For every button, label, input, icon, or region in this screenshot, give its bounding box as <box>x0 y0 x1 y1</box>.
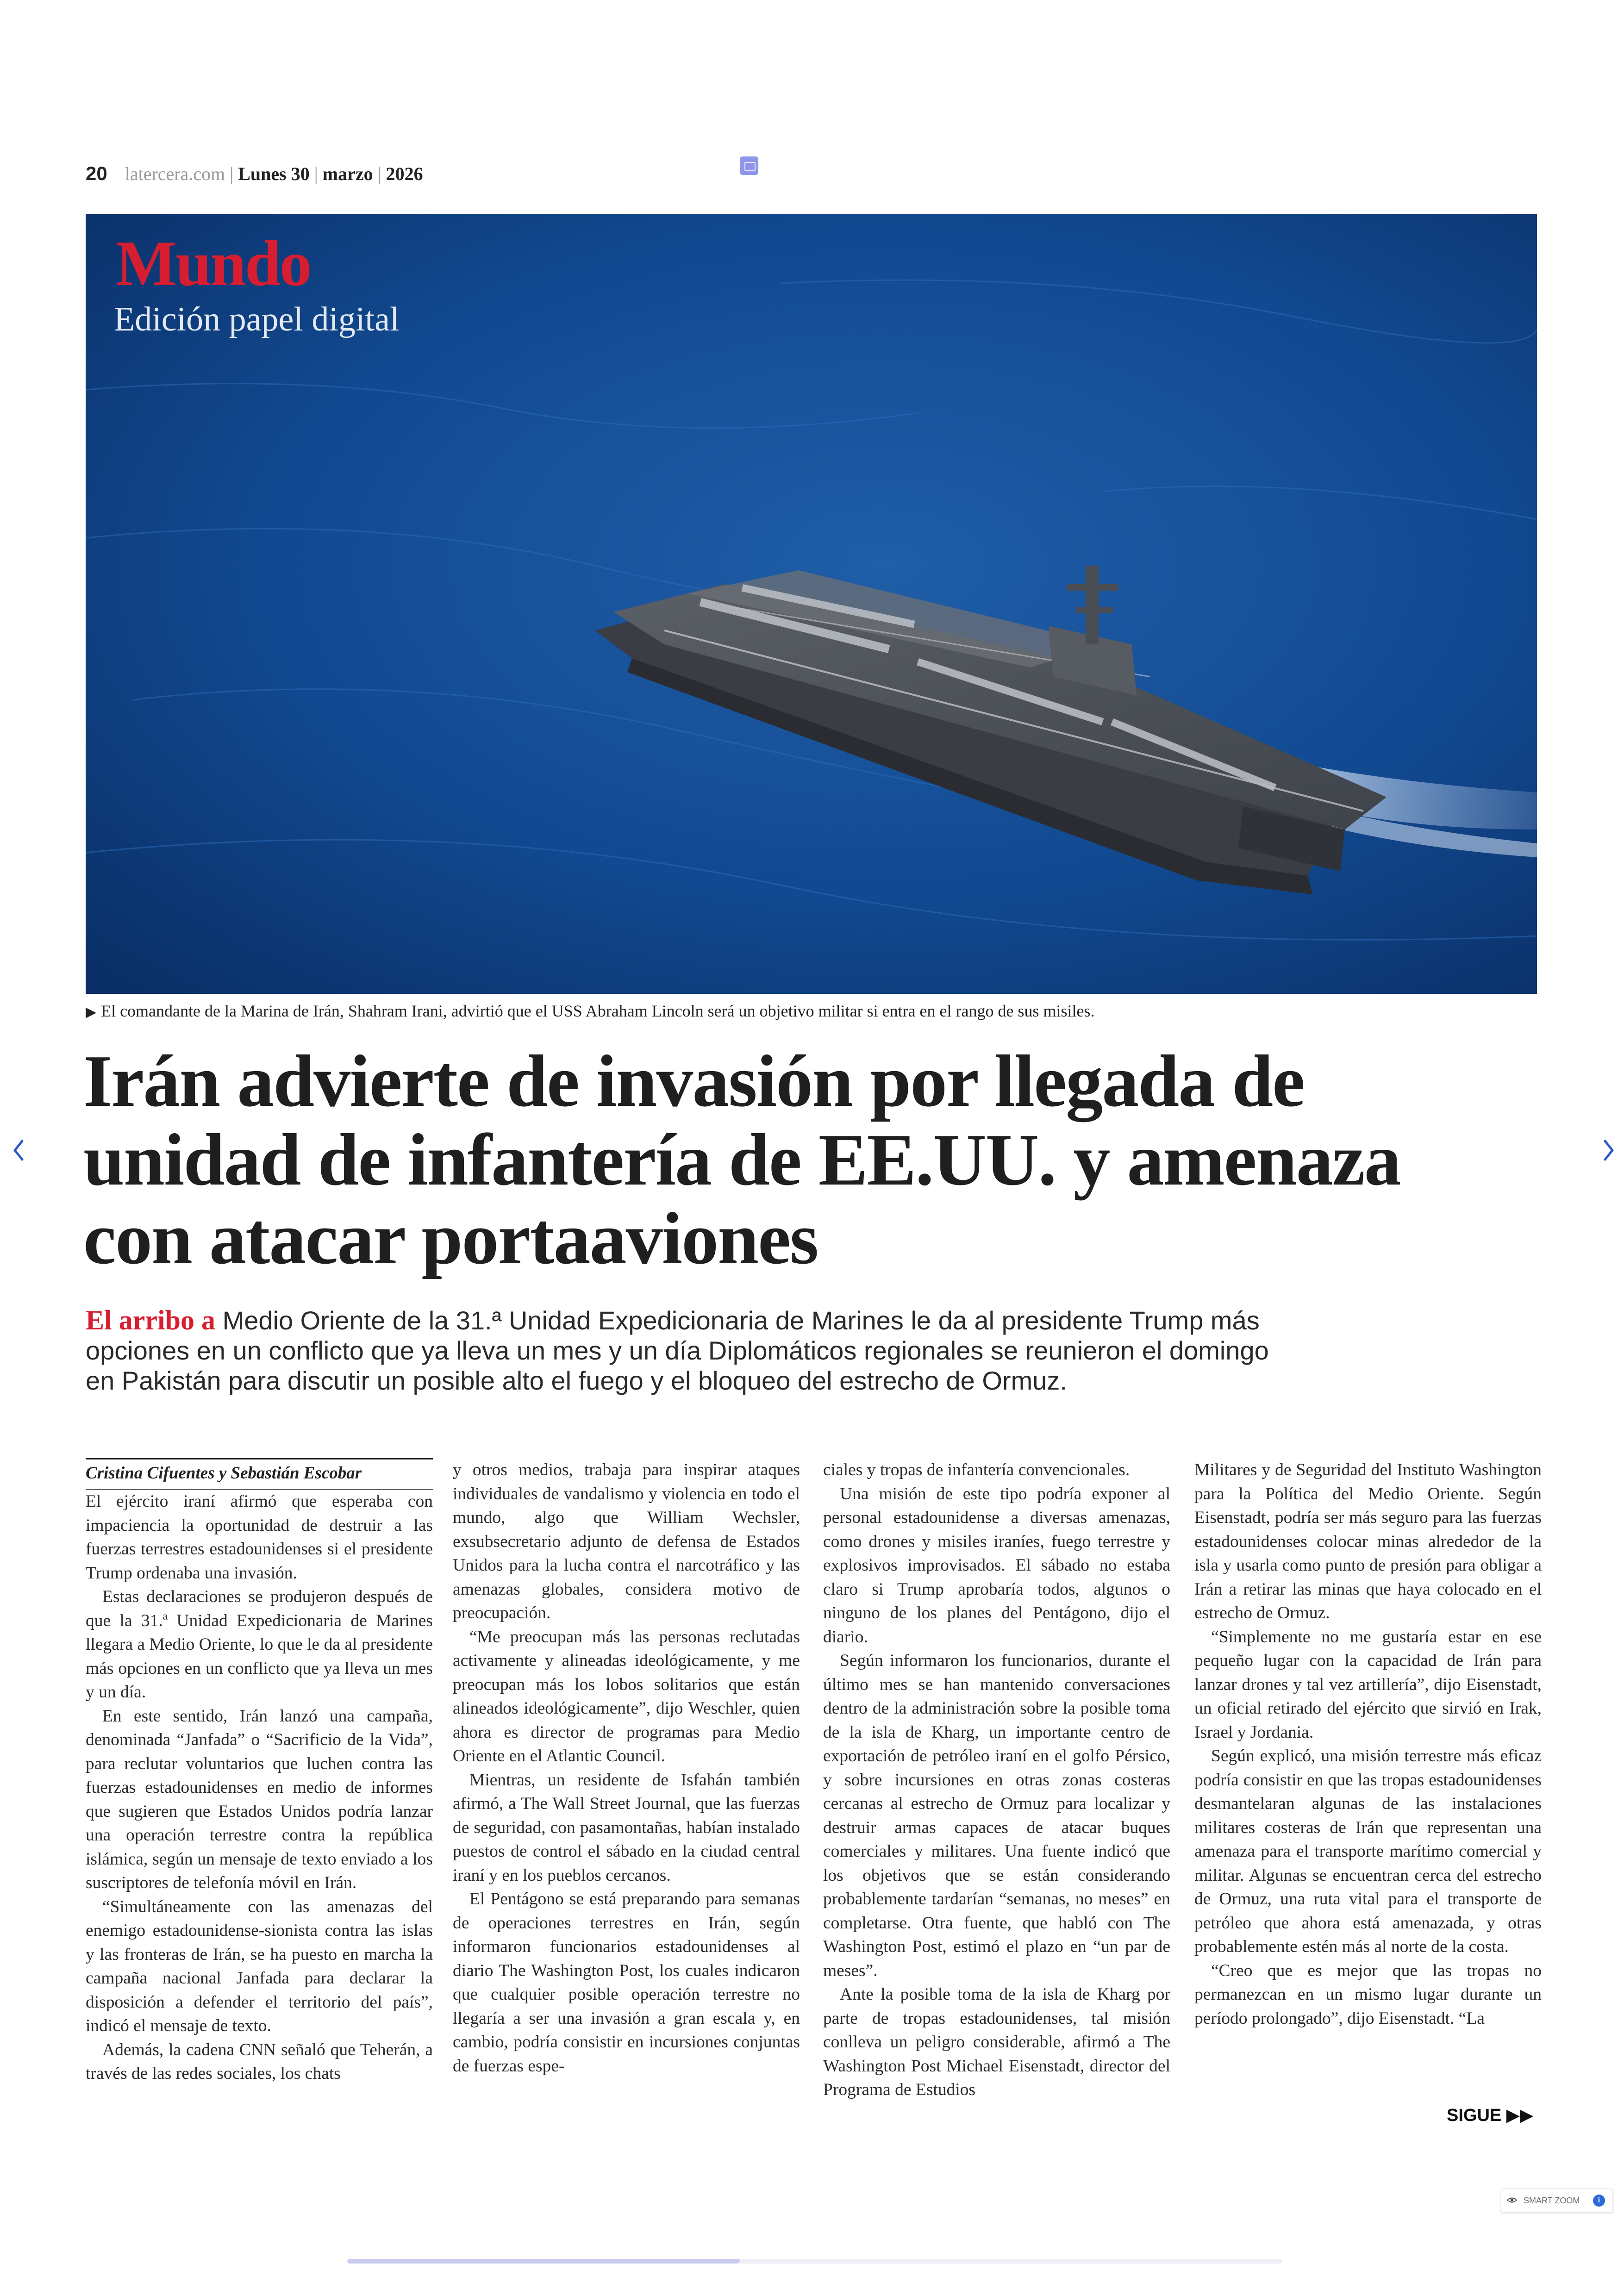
site-name: latercera.com <box>125 163 225 184</box>
paragraph: “Simultáneamente con las amenazas del enemigo estadounidense-sionista contra las islas y las fronteras de Irán, se ha puesto en marcha la campaña nacional Janfada para declarar la disposición a defender el territorio del país”, indicó el mensaje de texto. <box>86 1897 433 2035</box>
paragraph: “Simplemente no me gustaría estar en ese pequeño lugar con la capacidad de Irán para lanzar drones y tal vez artillería”, dijo Eisenstadt, un oficial retirado del ejército que sirvió en Irak, Israel y Jordania. <box>1194 1627 1542 1742</box>
section-subtitle: Edición papel digital <box>114 300 400 338</box>
column-2 <box>453 1458 800 2078</box>
page-scrollbar-thumb[interactable] <box>347 2259 740 2264</box>
issue-day: Lunes 30 <box>238 163 310 184</box>
chevron-left-icon <box>9 1136 28 1164</box>
paragraph: Según explicó, una misión terrestre más eficaz podría consistir en que las tropas estadounidenses desmantelaran algunas de las instalaciones militares costeras de Irán que representan una amenaza para el transporte marítimo comercial y militar. Algunas se encuentran cerca del estrecho de Ormuz, una ruta vital para el transporte de petróleo que ahora está amenazada, y otras probablemente estén más al norte de la costa. <box>1194 1746 1542 1956</box>
photo-caption <box>86 1001 1537 1023</box>
paragraph: “Creo que es mejor que las tropas no permanezcan en un mismo lugar durante un período prolongado”, dijo Eisenstadt. “La <box>1194 1961 1542 2028</box>
caption-text: El comandante de la Marina de Irán, Shahram Irani, advirtió que el USS Abraham Lincoln será un objetivo militar si entra en el rango de sus misiles. <box>101 1002 1095 1020</box>
page-thumbnail-icon[interactable] <box>740 156 758 175</box>
issue-year: 2026 <box>386 163 423 184</box>
smart-zoom-button[interactable] <box>1501 2189 1613 2213</box>
eye-icon <box>1507 2197 1517 2203</box>
next-page-button[interactable] <box>1599 1136 1618 1164</box>
paragraph: En este sentido, Irán lanzó una campaña, denominada “Janfada” o “Sacrificio de la Vida”, para reclutar voluntarios que luchen contra las fuerzas estadounidenses en medio de informes que sugieren que Estados Unidos podría lanzar una operación terrestre contra la república islámica, según un mensaje de texto enviado a los suscriptores de telefonía móvil en Irán. <box>86 1706 433 1892</box>
info-icon[interactable]: i <box>1593 2195 1605 2207</box>
column-1 <box>86 1458 433 2086</box>
caption-arrow-icon: ▶ <box>86 1004 97 1020</box>
continue-label: SIGUE ▶▶ <box>1447 2106 1534 2125</box>
headline: Irán advierte de invasión por llegada de unidad de infantería de EE.UU. y amenaza con atacar portaaviones <box>83 1040 1400 1279</box>
section-title: Mundo <box>116 228 311 299</box>
column-3 <box>823 1458 1170 2102</box>
paragraph: Militares y de Seguridad del Instituto Washington para la Política del Medio Oriente. Según Eisenstadt, podría ser más seguro para las fuerzas estadounidenses colocar minas alrededor de la isla y usarla como punto de presión para obligar a Irán a retirar las minas que haya colocado en el estrecho de Ormuz. <box>1194 1460 1542 1622</box>
lede-kicker: El arribo a <box>86 1305 215 1335</box>
paragraph: Estas declaraciones se produjeron después de que la 31.ª Unidad Expedicionaria de Marines llegara a Medio Oriente, lo que le da al presidente más opciones en un conflicto que ya lleva un mes y un día. <box>86 1587 433 1702</box>
byline: Cristina Cifuentes y Sebastián Escobar <box>86 1458 433 1490</box>
paragraph: Mientras, un residente de Isfahán también afirmó, a The Wall Street Journal, que las fuerzas de seguridad, con pasamontañas, habían instalado puestos de control el sábado en la ciudad central iraní y en los pueblos cercanos. <box>453 1770 800 1885</box>
paragraph: El Pentágono se está preparando para semanas de operaciones terrestres en Irán, según informaron funcionarios estadounidenses al diario The Washington Post, los cuales indicaron que cualquier posible operación terrestre no llegaría a ser una invasión a gran escala y, en cambio, podría consistir en incursiones conjuntas de fuerzas espe- <box>453 1890 800 2076</box>
issue-month: marzo <box>322 163 373 184</box>
column-4 <box>1194 1458 1542 2030</box>
previous-page-button[interactable] <box>9 1136 28 1164</box>
paragraph: “Me preocupan más las personas reclutadas activamente y alineadas ideológicamente, y me preocupan más los lobos solitarios que están alineados ideológicamente”, dijo Weschler, quien ahora es director de programas para Medio Oriente en el Atlantic Council. <box>453 1627 800 1765</box>
paragraph: El ejército iraní afirmó que esperaba con impaciencia la oportunidad de destruir a las fuerzas terrestres estadounidenses si el presidente Trump ordenaba una invasión. <box>86 1492 433 1583</box>
paragraph: y otros medios, trabaja para inspirar ataques individuales de vandalismo y violencia en todo el mundo, algo que William Wechsler, exsubsecretario adjunto de defensa de Estados Unidos para la lucha contra el narcotráfico y las amenazas globales, considera motivo de preocupación. <box>453 1460 800 1622</box>
smart-zoom-label: SMART ZOOM <box>1524 2196 1580 2205</box>
paragraph: ciales y tropas de infantería convencionales. <box>823 1460 1130 1479</box>
lede-text: Medio Oriente de la 31.ª Unidad Expedicionaria de Marines le da al presidente Trump más opciones en un conflicto que ya lleva un mes y un día Diplomáticos regionales se reunieron el domingo en Pakistán para discutir un posible alto el fuego y el bloqueo del estrecho de Ormuz. <box>86 1306 1269 1395</box>
page-number: 20 <box>86 162 107 184</box>
lede <box>86 1305 1289 1396</box>
chevron-right-icon <box>1599 1136 1618 1164</box>
paragraph: Según informaron los funcionarios, durante el último mes se han mantenido conversaciones dentro de la administración sobre la posible toma de la isla de Kharg, un importante centro de exportación de petróleo iraní en el golfo Pérsico, y sobre incursiones en otras zonas costeras cercanas al estrecho de Ormuz para localizar y destruir armas capaces de atacar buques comerciales y militares. Una fuente indicó que los objetivos que se están considerando probablemente tardarían “semanas, no meses” en completarse. Otra fuente, que habló con The Washington Post, estimó el plazo en “un par de meses”. <box>823 1651 1170 1980</box>
paragraph: Ante la posible toma de la isla de Kharg por parte de tropas estadounidenses, tal misión conlleva un peligro considerable, afirmó a The Washington Post Michael Eisenstadt, director del Programa de Estudios <box>823 1985 1170 2099</box>
paragraph: Una misión de este tipo podría exponer al personal estadounidense a diversas amenazas, como drones y misiles iraníes, fuego terrestre y explosivos improvisados. El sábado no estaba claro si Trump aprobaría todos, algunos o ninguno de los planes del Pentágono, dijo el diario. <box>823 1484 1170 1646</box>
page-header: 20 latercera.com | Lunes 30 | marzo | 2026 <box>86 162 423 184</box>
paragraph: Además, la cadena CNN señaló que Teherán, a través de las redes sociales, los chats <box>86 2040 433 2083</box>
